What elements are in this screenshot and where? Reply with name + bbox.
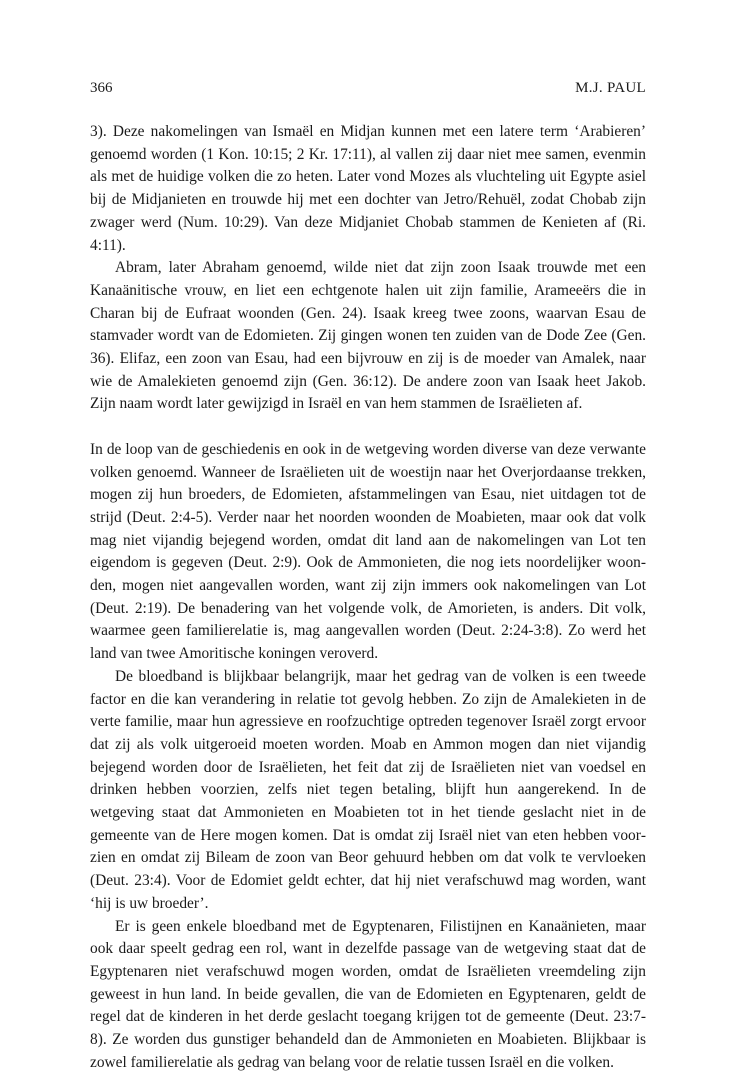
paragraph: De bloedband is blijkbaar belangrijk, maar het gedrag van de volken is een tweede factor en die kan verandering in relatie tot gevolg hebben. Zo zijn de Amalekieten in de verte familie, maar hun agressieve en roofzuchtige optreden tegenover Israël zorgt ervoor dat zij als volk uitgeroeid moeten worden. Moab en Ammon mogen dan niet vijandig bejegend worden door de Israëlieten, het feit dat zij de Israëlieten niet van voedsel en drinken hebben voorzien, zelfs niet tegen betaling, blijft hun aangerekend. In de wetgeving staat dat Ammonieten en Moabieten tot in het tiende geslacht niet in de gemeente van de Here mogen komen. Dat is omdat zij Israël niet van eten hebben voorzien en omdat zij Bileam de zoon van Beor gehuurd hebben om dat volk te vervloeken (Deut. 23:4). Voor de Edomiet geldt echter, dat hij niet verafschuwd mag worden, want ‘hij is uw broeder’.	[90, 667, 646, 912]
body-text	[90, 121, 646, 1075]
page-number: 366	[90, 80, 113, 96]
paragraph-section-start: In de loop van de geschiedenis en ook in de wetgeving worden diverse van deze verwante volken genoemd. Wanneer de Israëlieten uit de woestijn naar het Overjordaanse trekken, mogen zij hun broeders, de Edomieten, afstammelingen van Esau, niet uitdagen tot de strijd (Deut. 2:4-5). Verder naar het noorden woonden de Moabieten, maar ook dat volk mag niet vijandig bejegend worden, omdat dit land aan de nakomelingen van Lot ten eigendom is gegeven (Deut. 2:9). Ook de Ammonieten, die nog iets noordelijker woonden, mogen niet aangevallen worden, want zij zijn immers ook nakomelingen van Lot (Deut. 2:19). De benadering van het volgende volk, de Amorieten, is anders. Dit volk, waarmee geen familierelatie is, mag aangevallen worden (Deut. 2:24-3:8). Zo werd het land van twee Amoritische koningen veroverd.	[90, 440, 646, 663]
paragraph: Er is geen enkele bloedband met de Egyptenaren, Filistijnen en Kanaänieten, maar ook daar speelt gedrag een rol, want in dezelfde passage van de wetgeving staat dat de Egyptenaren niet verafschuwd mogen worden, omdat de Israëlieten vreemdeling zijn geweest in hun land. In beide gevallen, die van de Edomieten en Egyptenaren, geldt de regel dat de kinderen in het derde geslacht toegang krijgen tot de gemeente (Deut. 23:7-8). Ze worden dus gunstiger behandeld dan de Ammonieten en Moabieten. Blijkbaar is zowel familierelatie als gedrag van belang voor de relatie tussen Israël en die volken.	[90, 917, 646, 1071]
running-head-author: M.J. PAUL	[575, 80, 646, 96]
paragraph: Abram, later Abraham genoemd, wilde niet dat zijn zoon Isaak trouwde met een Kanaänitische vrouw, en liet een echtgenote halen uit zijn familie, Arameeërs die in Charan bij de Eufraat woonden (Gen. 24). Isaak kreeg twee zoons, waarvan Esau de stamvader wordt van de Edomieten. Zij gingen wonen ten zuiden van de Dode Zee (Gen. 36). Elifaz, een zoon van Esau, had een bijvrouw en zij is de moeder van Amalek, naar wie de Amalekieten genoemd zijn (Gen. 36:12). De andere zoon van Isaak heet Jakob. Zijn naam wordt later gewijzigd in Israël en van hem stammen de Israëlieten af.	[90, 259, 646, 413]
paragraph-continued: 3). Deze nakomelingen van Ismaël en Midjan kunnen met een latere term ‘Arabieren’ genoemd worden (1 Kon. 10:15; 2 Kr. 17:11), al vallen zij daar niet mee samen, evenmin als met de huidige volken die zo heten. Later vond Mozes als vluchteling uit Egypte asiel bij de Midjanieten en trouwde hij met een dochter van Jetro/Rehuël, zodat Chobab zijn zwager werd (Num. 10:29). Van deze Midjaniet Chobab stammen de Kenieten af (Ri. 4:11).	[90, 123, 646, 254]
